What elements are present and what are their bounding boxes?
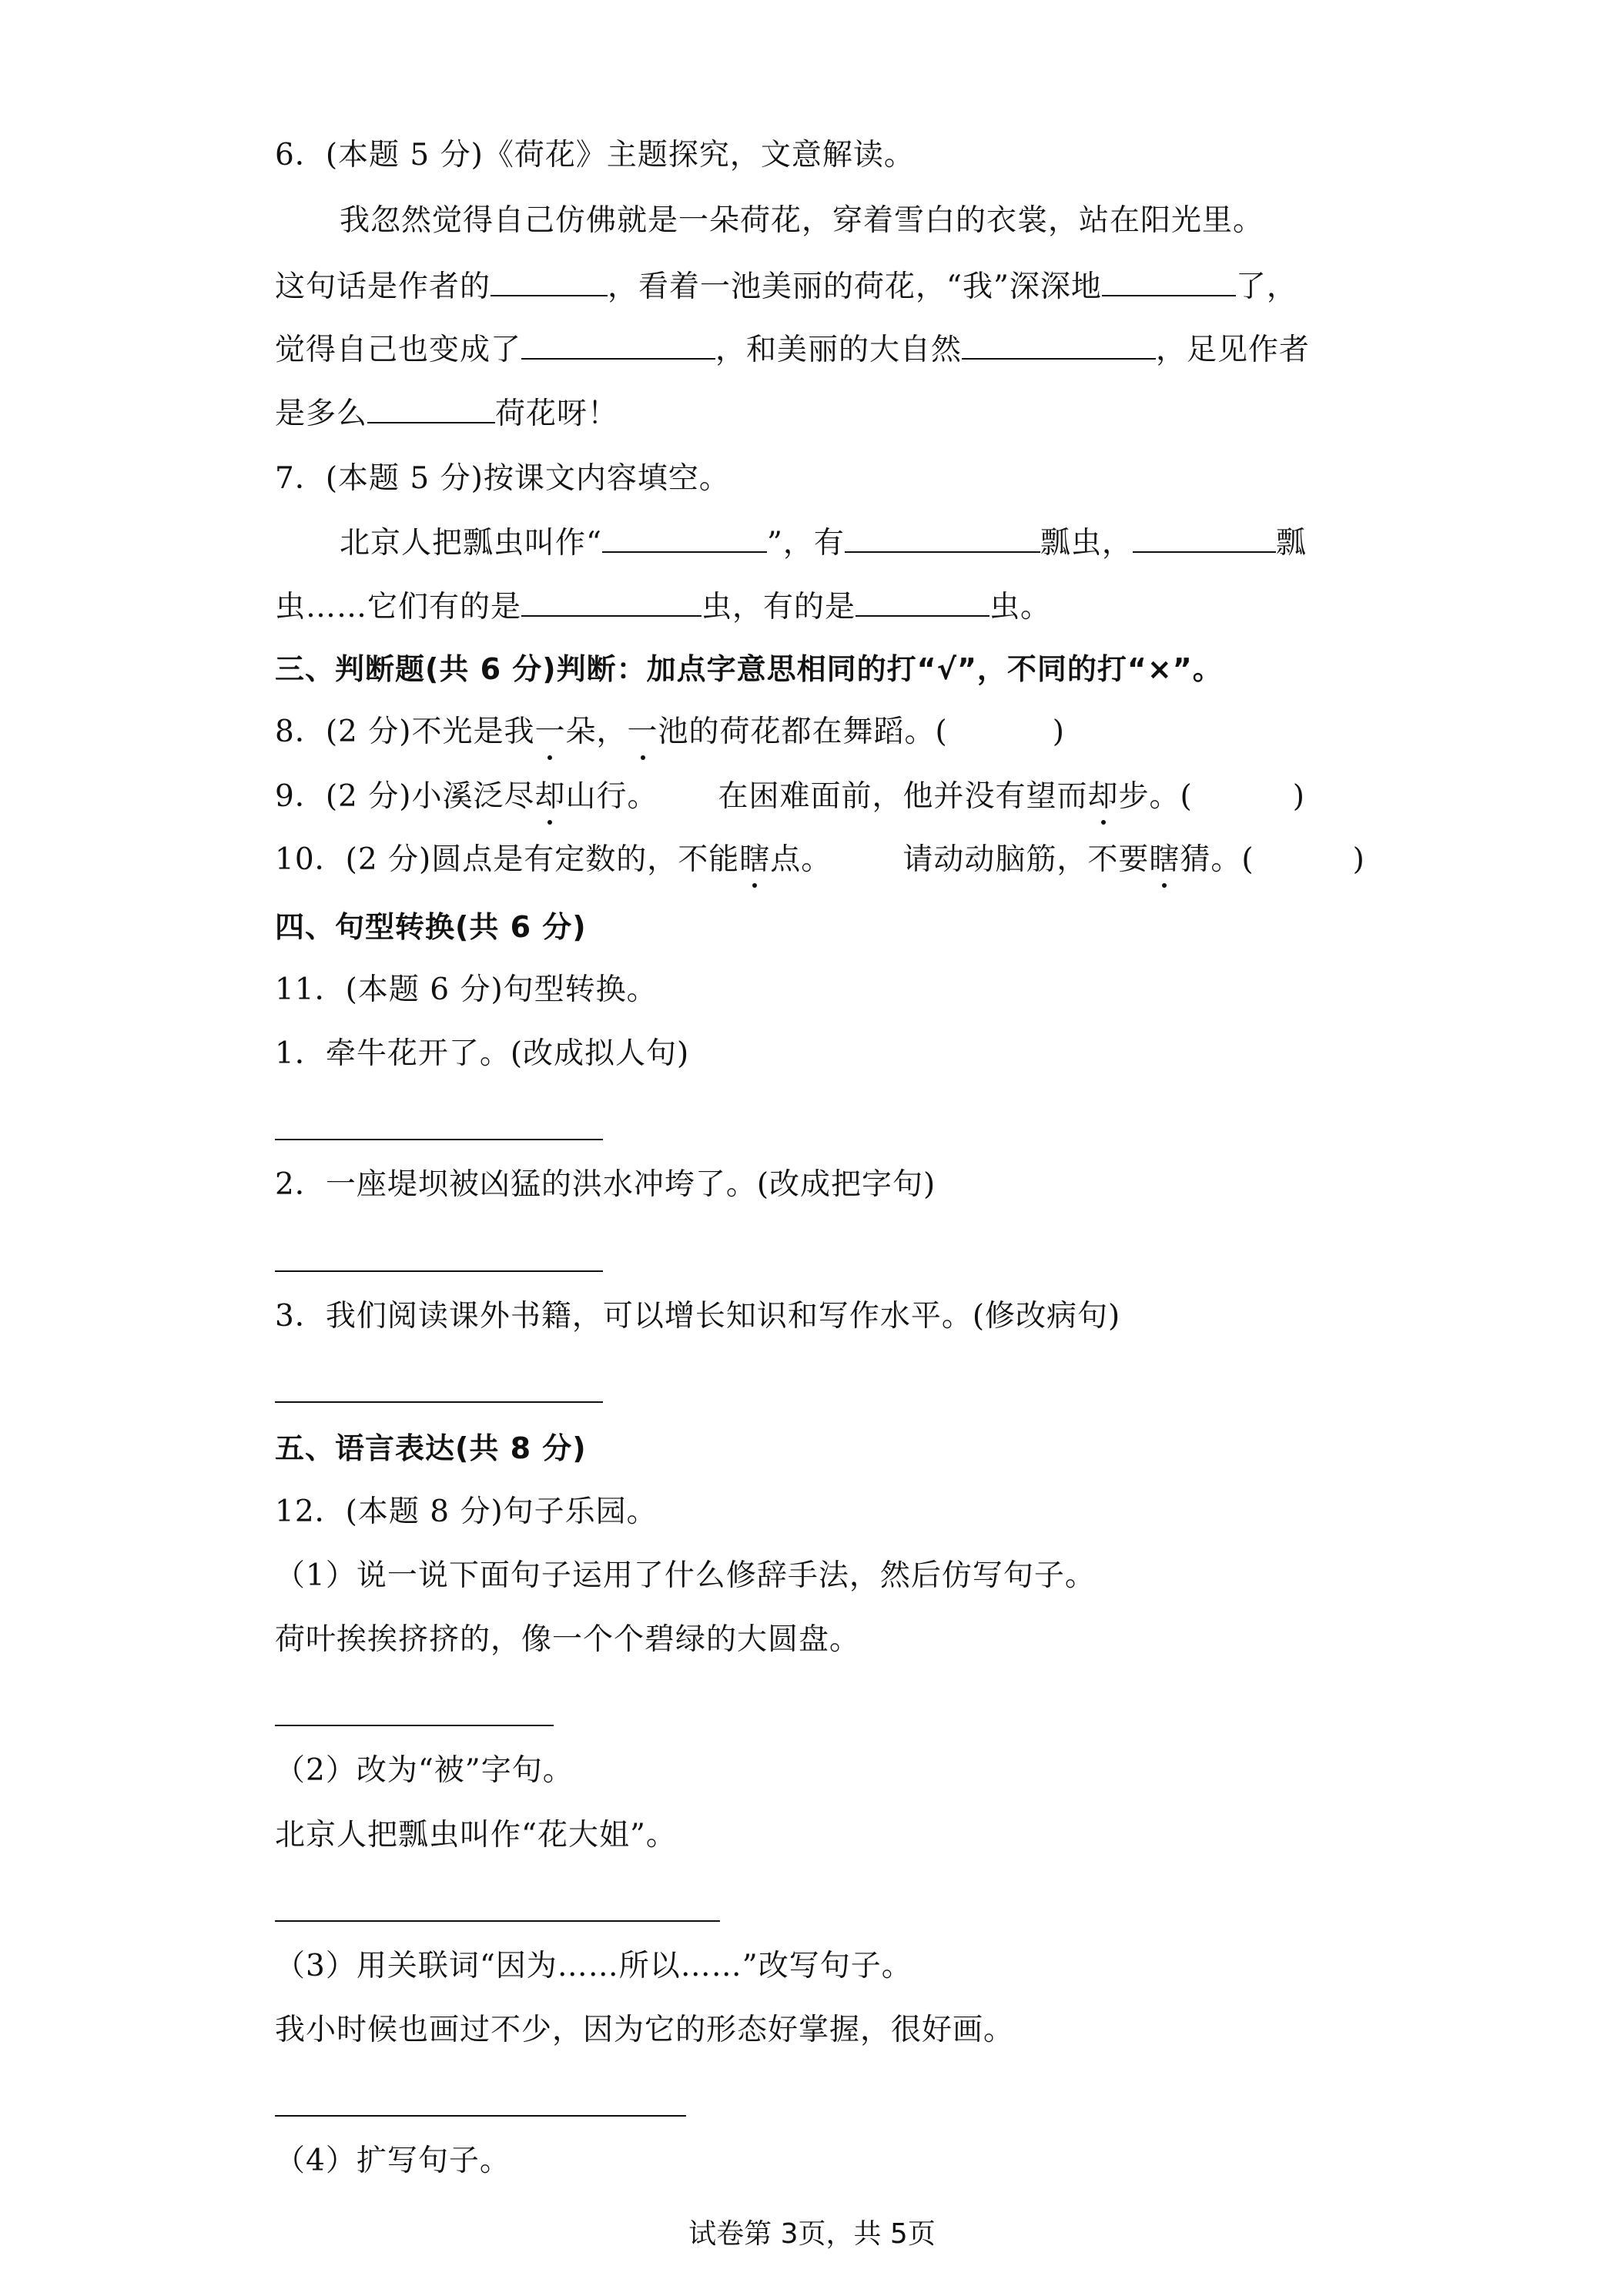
answer-blank[interactable] [845,524,1040,553]
q12-p2: （2）改为“被”字句。 [275,1753,574,1788]
answer-line[interactable] [275,1270,603,1272]
q8-paren-close: ) [1052,715,1065,749]
answer-blank[interactable] [521,330,715,360]
answer-blank[interactable] [962,330,1156,360]
dotted-char: 却 [1087,779,1119,814]
answer-line[interactable] [275,1139,603,1140]
q7-line1 [340,524,1307,561]
q10-text-c: 请动动脑筋，不要 [902,842,1150,877]
q11-header: 11．(本题 6 分)句型转换。 [275,972,658,1007]
q7-l1d: 瓢 [1275,526,1307,561]
q11-s2: 2．一座堤坝被凶猛的洪水冲垮了。(改成把字句) [275,1167,936,1202]
q6-l3b: 荷花呀！ [495,397,619,431]
q6-quote: 我忽然觉得自己仿佛就是一朵荷花，穿着雪白的衣裳，站在阳光里。 [340,203,1264,238]
q7-l2c: 虫。 [989,590,1052,624]
q7-l2a: 虫……它们有的是 [275,590,522,624]
q9 [275,778,1305,815]
q8-text-b: 朵， [565,715,628,749]
q9-text-e: 步。( [1118,779,1193,814]
answer-line[interactable] [275,2115,686,2117]
answer-blank[interactable] [1102,267,1236,296]
q8 [275,714,1065,751]
q12-header: 12．(本题 8 分)句子乐园。 [275,1494,658,1529]
dotted-char: 一 [534,715,566,749]
dotted-char: 却 [534,779,566,814]
dotted-char: 瞎 [739,842,771,877]
q10-text-a: 10．(2 分)圆点是有定数的，不能 [275,842,740,877]
q7-line2 [275,587,1051,624]
q9-text-c: 在困难面前，他并没有望而 [718,779,1088,814]
q6-line1 [275,267,1298,304]
q7-header: 7．(本题 5 分)按课文内容填空。 [275,461,730,496]
q9-paren-close: ) [1292,779,1305,814]
q6-l1b: ，看着一池美丽的荷花，“我”深深地 [608,269,1102,304]
q9-text-b: 山行。 [565,779,658,814]
answer-line[interactable] [275,1920,720,1922]
q6-l2a: 觉得自己也变成了 [275,333,522,367]
q7-l1c: 瓢虫， [1040,526,1133,561]
q6-l3a: 是多么 [275,397,368,431]
answer-line[interactable] [275,1725,554,1726]
q6-line2 [275,330,1310,367]
section-3-title: 三、判断题(共 6 分)判断：加点字意思相同的打“√”，不同的打“×”。 [275,652,1223,686]
answer-blank[interactable] [856,587,989,617]
answer-blank[interactable] [367,394,495,423]
q8-text-a: 8．(2 分)不光是我 [275,715,535,749]
section-4-title: 四、句型转换(共 6 分) [275,910,587,944]
q9-text-a: 9．(2 分)小溪泛尽 [275,779,535,814]
dotted-char: 瞎 [1149,842,1180,877]
q6-l2b: ，和美丽的大自然 [715,333,963,367]
answer-blank[interactable] [602,524,767,553]
q7-l1a: 北京人把瓢虫叫作“ [340,526,602,561]
q6-l2c: ，足见作者 [1156,333,1311,367]
q10-text-b: 点。 [770,842,832,877]
q10-paren-close: ) [1352,842,1365,877]
q12-p3-sentence: 我小时候也画过不少，因为它的形态好掌握，很好画。 [275,2013,1015,2047]
q11-s1: 1．牵牛花开了。(改成拟人句) [275,1036,690,1071]
q11-s3: 3．我们阅读课外书籍，可以增长知识和写作水平。(修改病句) [275,1299,1121,1334]
q12-p4: （4）扩写句子。 [275,2144,511,2178]
q6-header: 6．(本题 5 分)《荷花》主题探究，文意解读。 [275,138,915,172]
q6-l1a: 这句话是作者的 [275,269,491,304]
q12-p3: （3）用关联词“因为……所以……”改写句子。 [275,1949,912,1983]
dotted-char: 一 [627,715,658,749]
section-5-title: 五、语言表达(共 8 分) [275,1431,587,1465]
q6-line3 [275,394,618,431]
q8-text-c: 池的荷花都在舞蹈。( [658,715,948,749]
q10-text-e: 猜。( [1180,842,1254,877]
answer-line[interactable] [275,1401,603,1403]
answer-blank[interactable] [521,587,702,617]
q12-p2-sentence: 北京人把瓢虫叫作“花大姐”。 [275,1818,677,1853]
q12-p1-sentence: 荷叶挨挨挤挤的，像一个个碧绿的大圆盘。 [275,1622,861,1657]
q7-l2b: 虫，有的是 [702,590,856,624]
page-footer: 试卷第 3页，共 5页 [688,2218,936,2250]
answer-blank[interactable] [1133,524,1276,553]
q12-p1: （1）说一说下面句子运用了什么修辞手法，然后仿写句子。 [275,1558,1096,1593]
q6-l1c: 了， [1235,269,1298,304]
q7-l1b: ”，有 [766,526,845,561]
answer-blank[interactable] [491,267,608,296]
q10 [275,842,1365,879]
